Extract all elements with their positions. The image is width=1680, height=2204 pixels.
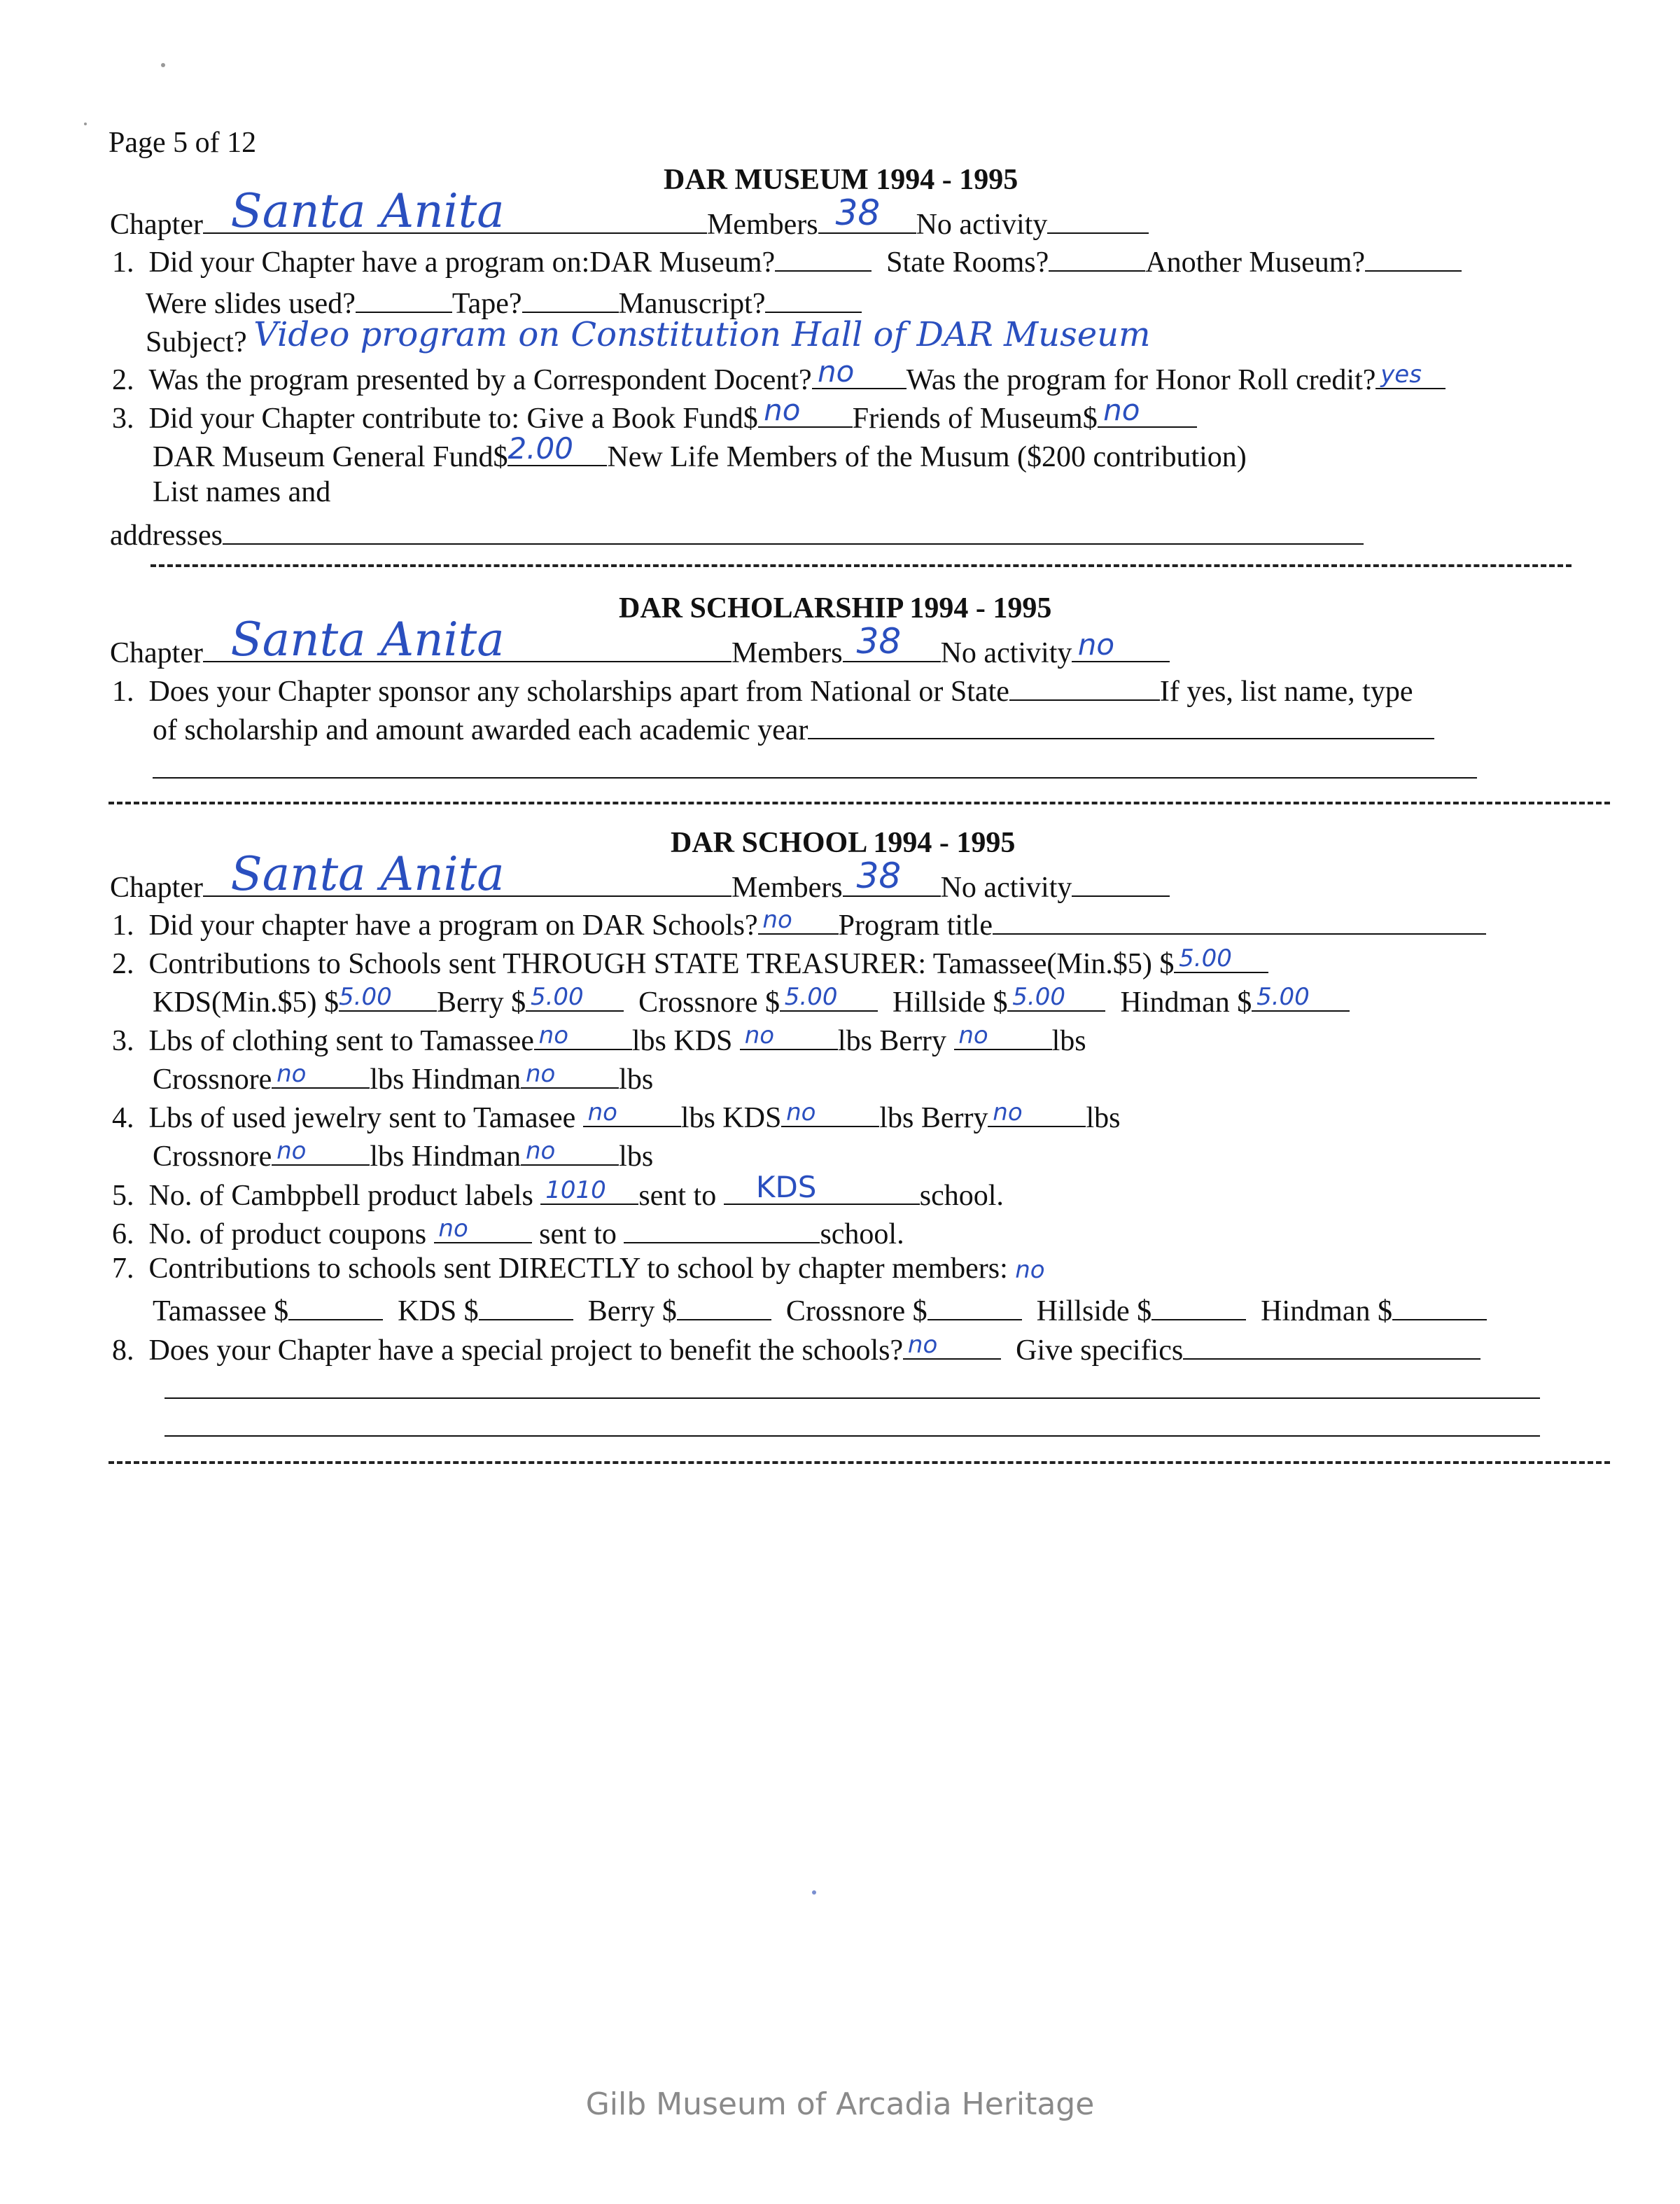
q1-detail-label: of scholarship and amount awarded each academic year — [153, 713, 808, 746]
q8-project-field[interactable] — [903, 1332, 1001, 1360]
q1-program-title-field[interactable] — [993, 907, 1486, 935]
q4-crossnore-handwritten: no — [276, 1137, 307, 1166]
q3-book-fund-handwritten: no — [764, 392, 801, 427]
q7-berry-label: Berry $ — [587, 1295, 677, 1327]
q2-docent-field[interactable] — [812, 354, 906, 389]
q6-school-label: school. — [820, 1218, 904, 1250]
lbs-label: lbs — [619, 1063, 654, 1096]
school-q7-schools-row — [153, 1292, 1487, 1326]
school-q5-row — [112, 1169, 1004, 1212]
subject-handwritten: Video program on Constitution Hall of DAR Museum — [253, 315, 1151, 355]
q3-life-members-label: New Life Members of the Musum ($200 contribution) — [607, 440, 1247, 473]
question-number: 8. — [112, 1334, 134, 1367]
slides-label: Were slides used? — [146, 287, 356, 320]
addresses-field[interactable] — [223, 517, 1364, 545]
section-divider — [108, 802, 1610, 804]
q2-berry-label: Berry $ — [437, 986, 526, 1019]
q2-honor-roll-label: Was the program for Honor Roll credit? — [906, 363, 1376, 396]
q7-direct-handwritten: no — [1015, 1256, 1045, 1284]
chapter-label: Chapter — [110, 208, 203, 241]
q1-if-yes-label: If yes, list name, type — [1159, 675, 1413, 708]
q3-crossnore-label: Crossnore — [153, 1063, 272, 1096]
q5-sent-to-field[interactable] — [724, 1169, 920, 1205]
q1-dar-museum-field[interactable] — [775, 244, 872, 272]
page-label: Page 5 of 12 — [108, 127, 257, 159]
q3-kds-handwritten: no — [744, 1021, 775, 1050]
q3-book-fund-label: Did your Chapter contribute to: Give a Book Fund$ — [148, 402, 758, 435]
q4-kds-field[interactable] — [781, 1099, 879, 1127]
no-activity-field[interactable] — [1047, 206, 1149, 234]
q4-tamasee-field[interactable] — [583, 1099, 681, 1127]
q5-labels-handwritten: 1010 — [545, 1176, 606, 1205]
manuscript-field[interactable] — [765, 285, 862, 313]
q4-berry-label: lbs Berry — [879, 1101, 988, 1134]
q7-hillside-field[interactable] — [1152, 1292, 1246, 1320]
q3-crossnore-field[interactable] — [272, 1061, 370, 1089]
q2-tamassee-label: Contributions to Schools sent THROUGH STATE TREASURER: Tamassee(Min.$5) $ — [148, 947, 1175, 980]
q8-specifics-label: Give specifics — [1016, 1334, 1184, 1367]
q2-kds-handwritten: 5.00 — [339, 983, 392, 1012]
school-q2-schools-row — [153, 984, 1350, 1017]
q4-crossnore-label: Crossnore — [153, 1140, 272, 1173]
q4-kds-handwritten: no — [786, 1098, 816, 1127]
scholarship-chapter-row — [110, 613, 1170, 669]
q3-berry-label: lbs Berry — [837, 1024, 947, 1057]
q1-program-handwritten: no — [762, 906, 792, 935]
blank-line[interactable] — [153, 777, 1477, 779]
q7-direct-label: Contributions to schools sent DIRECTLY to school by chapter members: — [148, 1253, 1008, 1285]
q7-hindman-field[interactable] — [1392, 1292, 1487, 1320]
tape-field[interactable] — [522, 285, 619, 313]
q5-school-label: school. — [919, 1179, 1004, 1212]
subject-label: Subject? — [146, 326, 247, 358]
q1-scholarship-label: Does your Chapter sponsor any scholarships apart from National or State — [148, 675, 1009, 708]
q4-berry-handwritten: no — [993, 1098, 1023, 1127]
school-q7-row — [112, 1254, 1045, 1283]
q8-specifics-field[interactable] — [1183, 1332, 1480, 1360]
q3-friends-label: Friends of Museum$ — [852, 402, 1098, 435]
q1-another-museum-label: Another Museum? — [1145, 246, 1366, 279]
q3-friends-field[interactable] — [1098, 392, 1197, 428]
lbs-label: lbs — [1051, 1024, 1086, 1057]
q7-berry-field[interactable] — [677, 1292, 771, 1320]
no-activity-handwritten: no — [1077, 627, 1115, 662]
no-activity-field[interactable] — [1072, 627, 1170, 662]
manuscript-label: Manuscript? — [618, 287, 766, 320]
museum-list-names: List names and — [153, 476, 331, 508]
q2-docent-label: Was the program presented by a Correspondent Docent? — [148, 363, 812, 396]
q4-berry-field[interactable] — [988, 1099, 1086, 1127]
members-field[interactable] — [843, 856, 941, 897]
q3-crossnore-handwritten: no — [276, 1060, 307, 1089]
museum-q1-media-row — [146, 285, 862, 319]
q3-tamassee-field[interactable] — [534, 1022, 632, 1050]
q2-hillside-field[interactable] — [1007, 984, 1105, 1012]
q1-detail-field[interactable] — [808, 711, 1434, 739]
question-number: 7. — [112, 1253, 134, 1285]
q6-coupons-label: No. of product coupons — [148, 1218, 427, 1250]
q4-crossnore-field[interactable] — [272, 1138, 370, 1166]
q3-berry-field[interactable] — [954, 1022, 1052, 1050]
q1-program-label: Did your chapter have a program on DAR Schools? — [148, 909, 758, 942]
blank-line[interactable] — [164, 1435, 1540, 1437]
q3-book-fund-field[interactable] — [758, 392, 853, 428]
school-q3-crossnore-row — [153, 1061, 653, 1094]
school-q6-row — [112, 1215, 904, 1249]
q2-docent-handwritten: no — [818, 354, 855, 389]
q2-berry-field[interactable] — [526, 984, 624, 1012]
q5-labels-label: No. of Cambpbell product labels — [148, 1179, 533, 1212]
lbs-label: lbs — [1086, 1101, 1121, 1134]
members-label: Members — [731, 636, 843, 669]
question-number: 1. — [112, 909, 134, 942]
chapter-label: Chapter — [110, 871, 203, 904]
scan-speck — [161, 63, 165, 67]
museum-q3-row — [112, 392, 1197, 435]
q6-coupons-handwritten: no — [438, 1215, 468, 1243]
q2-hillside-label: Hillside $ — [892, 986, 1008, 1019]
school-q2-row — [112, 945, 1268, 979]
q1-dar-museum-label: Did your Chapter have a program on:DAR Museum? — [148, 246, 776, 279]
q4-tamasee-handwritten: no — [587, 1098, 617, 1127]
q2-kds-label: KDS(Min.$5) $ — [153, 986, 340, 1019]
members-field[interactable] — [818, 193, 916, 234]
school-q4-crossnore-row — [153, 1138, 653, 1171]
q8-project-label: Does your Chapter have a special project to benefit the schools? — [148, 1334, 904, 1367]
question-number: 3. — [112, 1024, 134, 1057]
no-activity-label: No activity — [940, 871, 1072, 904]
question-number: 6. — [112, 1218, 134, 1250]
q3-general-fund-field[interactable] — [507, 431, 607, 466]
q1-program-title-label: Program title — [838, 909, 993, 942]
chapter-field[interactable] — [203, 847, 732, 902]
question-number: 5. — [112, 1179, 134, 1212]
chapter-handwritten: Santa Anita — [230, 184, 505, 239]
question-number: 4. — [112, 1101, 134, 1134]
no-activity-label: No activity — [916, 208, 1048, 241]
q7-hindman-label: Hindman $ — [1261, 1295, 1392, 1327]
section-divider — [108, 1461, 1610, 1464]
chapter-field[interactable] — [203, 184, 707, 239]
q2-berry-handwritten: 5.00 — [530, 983, 584, 1012]
q3-hindman-label: lbs Hindman — [370, 1063, 522, 1096]
q7-hillside-label: Hillside $ — [1036, 1295, 1152, 1327]
no-activity-field[interactable] — [1072, 869, 1170, 897]
q2-hindman-handwritten: 5.00 — [1256, 983, 1310, 1012]
subject-field[interactable] — [247, 315, 1367, 355]
school-q1-row — [112, 907, 1486, 940]
q3-hindman-field[interactable] — [521, 1061, 619, 1089]
q7-tamassee-label: Tamassee $ — [153, 1295, 289, 1327]
q3-general-fund-handwritten: 2.00 — [507, 431, 573, 466]
members-handwritten: 38 — [835, 193, 881, 234]
scholarship-q1-detail-row — [153, 711, 1434, 745]
scan-speck — [84, 123, 87, 125]
section-divider — [150, 564, 1572, 567]
q2-crossnore-handwritten: 5.00 — [784, 983, 838, 1012]
question-number: 1. — [112, 675, 134, 708]
watermark-footer: Gilb Museum of Arcadia Heritage — [585, 2086, 1095, 2122]
q5-sent-to-label: sent to — [638, 1179, 717, 1212]
scholarship-section-title: DAR SCHOLARSHIP 1994 - 1995 — [619, 592, 1052, 625]
school-chapter-row — [110, 847, 1170, 904]
q4-hindman-field[interactable] — [521, 1138, 619, 1166]
q7-kds-field[interactable] — [479, 1292, 573, 1320]
museum-q1-row — [112, 244, 1462, 277]
q1-state-rooms-label: State Rooms? — [886, 246, 1049, 279]
q5-labels-field[interactable] — [540, 1177, 638, 1205]
chapter-handwritten: Santa Anita — [230, 847, 505, 902]
members-handwritten: 38 — [856, 856, 902, 897]
blank-line[interactable] — [164, 1397, 1540, 1399]
q7-crossnore-field[interactable] — [927, 1292, 1022, 1320]
q3-friends-handwritten: no — [1103, 392, 1140, 427]
q2-kds-field[interactable] — [339, 984, 437, 1012]
q1-program-field[interactable] — [758, 907, 839, 935]
members-field[interactable] — [843, 621, 941, 662]
chapter-field[interactable] — [203, 613, 732, 667]
q4-kds-label: lbs KDS — [680, 1101, 782, 1134]
museum-q3-general-row — [153, 431, 1247, 473]
slides-field[interactable] — [356, 285, 452, 313]
museum-subject-row — [146, 315, 1367, 358]
q5-sent-to-handwritten: KDS — [755, 1169, 817, 1204]
q2-crossnore-label: Crossnore $ — [638, 986, 780, 1019]
q6-sent-to-field[interactable] — [624, 1215, 820, 1243]
q4-hindman-handwritten: no — [525, 1137, 556, 1166]
no-activity-label: No activity — [940, 636, 1072, 669]
chapter-handwritten: Santa Anita — [230, 613, 505, 667]
q1-state-rooms-field[interactable] — [1049, 244, 1145, 272]
q2-tamassee-handwritten: 5.00 — [1179, 944, 1232, 973]
school-q4-row — [112, 1099, 1121, 1133]
question-number: 3. — [112, 402, 134, 435]
q2-crossnore-field[interactable] — [780, 984, 878, 1012]
q7-tamassee-field[interactable] — [288, 1292, 383, 1320]
school-section-title: DAR SCHOOL 1994 - 1995 — [671, 827, 1016, 859]
q7-kds-label: KDS $ — [398, 1295, 479, 1327]
question-number: 2. — [112, 947, 134, 980]
museum-q2-row — [112, 354, 1446, 396]
q2-hindman-label: Hindman $ — [1120, 986, 1252, 1019]
q3-berry-handwritten: no — [958, 1021, 988, 1050]
q7-crossnore-label: Crossnore $ — [785, 1295, 927, 1327]
addresses-label: addresses — [110, 519, 223, 552]
q2-honor-roll-handwritten: yes — [1380, 361, 1422, 389]
question-number: 1. — [112, 246, 134, 279]
q8-project-handwritten: no — [907, 1331, 938, 1360]
q3-hindman-handwritten: no — [525, 1060, 556, 1089]
school-q8-row — [112, 1332, 1480, 1365]
q4-tamasee-label: Lbs of used jewelry sent to Tamasee — [148, 1101, 576, 1134]
q6-coupons-field[interactable] — [434, 1215, 532, 1243]
q3-kds-field[interactable] — [740, 1022, 838, 1050]
members-label: Members — [731, 871, 843, 904]
q2-hillside-handwritten: 5.00 — [1012, 983, 1065, 1012]
q2-honor-roll-field[interactable] — [1376, 361, 1446, 389]
museum-addresses-row — [110, 517, 1364, 550]
q1-scholarship-field[interactable] — [1009, 673, 1160, 701]
school-q3-row — [112, 1022, 1086, 1056]
q3-kds-label: lbs KDS — [631, 1024, 733, 1057]
q3-general-fund-label: DAR Museum General Fund$ — [153, 440, 508, 473]
question-number: 2. — [112, 363, 134, 396]
q2-tamassee-field[interactable] — [1174, 945, 1268, 973]
q3-tamassee-label: Lbs of clothing sent to Tamassee — [148, 1024, 534, 1057]
members-handwritten: 38 — [856, 621, 902, 662]
scan-speck — [812, 1890, 816, 1895]
members-label: Members — [706, 208, 818, 241]
museum-chapter-row — [110, 184, 1149, 241]
q1-another-museum-field[interactable] — [1365, 244, 1462, 272]
chapter-label: Chapter — [110, 636, 203, 669]
q4-hindman-label: lbs Hindman — [370, 1140, 522, 1173]
q6-sent-to-label: sent to — [539, 1218, 617, 1250]
q3-tamassee-handwritten: no — [538, 1021, 569, 1050]
lbs-label: lbs — [619, 1140, 654, 1173]
tape-label: Tape? — [451, 287, 522, 320]
q2-hindman-field[interactable] — [1252, 984, 1350, 1012]
scholarship-q1-row — [112, 673, 1413, 706]
museum-section-title: DAR MUSEUM 1994 - 1995 — [664, 164, 1018, 196]
